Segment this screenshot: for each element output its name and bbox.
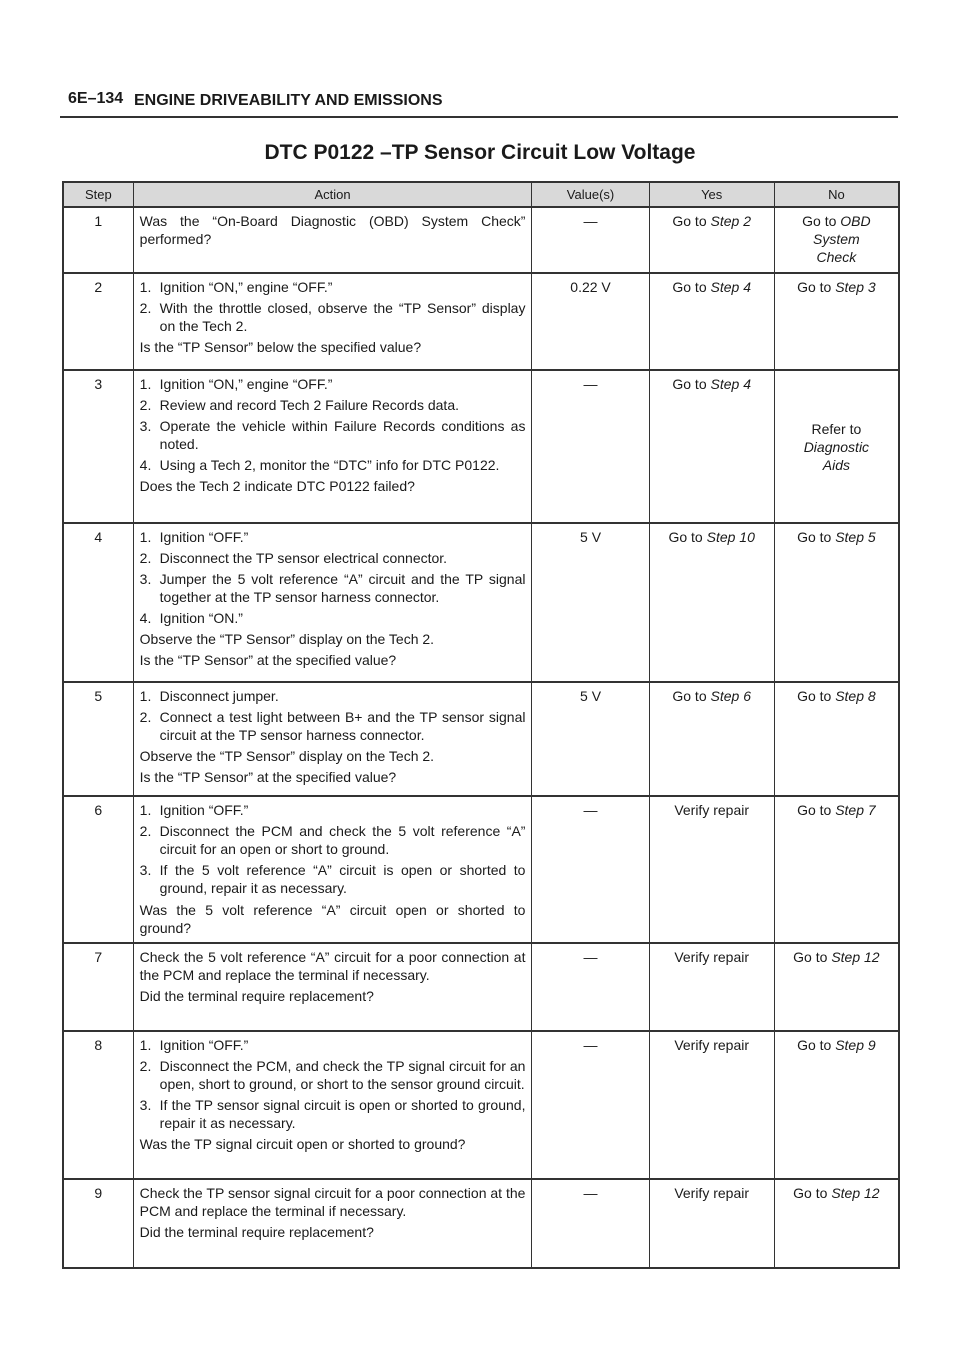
yes-prefix: Go to <box>672 213 711 229</box>
action-question: Is the “TP Sensor” below the specified value? <box>139 339 422 355</box>
action-item: 2. With the throttle closed, observe the “TP Sensor” display on the Tech 2. <box>139 300 526 334</box>
no-ref-system: System <box>813 231 860 247</box>
table-row <box>63 370 899 523</box>
action-item: 3. If the 5 volt reference “A” circuit is open or shorted to ground, repair it as necessary. <box>139 862 526 896</box>
table-row <box>63 1031 899 1179</box>
no-ref-aids: Aids <box>822 456 850 473</box>
action-question: Does the Tech 2 indicate DTC P0122 failed? <box>139 478 415 494</box>
step-number: 8 <box>63 1031 133 1179</box>
no-cell <box>774 207 899 273</box>
action-item: 1. Ignition “ON,” engine “OFF.” <box>139 279 333 295</box>
table-row <box>63 796 899 943</box>
no-prefix: Refer to <box>811 420 862 437</box>
value-cell: — <box>532 943 649 1031</box>
no-step-ref: Step 5 <box>835 529 876 545</box>
action-question: Did the terminal require replacement? <box>139 1224 374 1240</box>
section-title: ENGINE DRIVEABILITY AND EMISSIONS <box>134 92 443 109</box>
page-number: 6E–134 <box>68 90 124 107</box>
action-question: Is the “TP Sensor” at the specified value? <box>139 769 397 785</box>
no-step-ref: Step 7 <box>835 802 876 818</box>
step-number: 3 <box>63 370 133 523</box>
diagnostic-table <box>62 181 900 1269</box>
value-cell: — <box>532 1031 649 1179</box>
action-item: 2. Review and record Tech 2 Failure Records data. <box>139 397 459 413</box>
column-header-values: Value(s) <box>532 182 649 207</box>
yes-cell: Go to Step 4 <box>649 273 774 370</box>
no-prefix: Go to <box>802 213 841 229</box>
action-item: 1. Ignition “ON,” engine “OFF.” <box>139 376 333 392</box>
value-cell: — <box>532 796 649 943</box>
column-header-no: No <box>774 182 899 207</box>
no-step-ref: Step 3 <box>835 279 876 295</box>
value-cell: — <box>532 207 649 273</box>
no-step-ref: Step 12 <box>831 949 880 965</box>
value-cell: 5 V <box>532 682 649 796</box>
yes-step-ref: Step 4 <box>710 279 751 295</box>
action-item: 2. Disconnect the TP sensor electrical connector. <box>139 550 448 566</box>
table-row <box>63 1179 899 1268</box>
action-item: 2. Connect a test light between B+ and the TP sensor signal circuit at the TP sensor harness connector. <box>139 709 526 743</box>
table-row <box>63 943 899 1031</box>
no-cell <box>774 370 899 523</box>
no-cell: Go to Step 3 <box>774 273 899 370</box>
step-number: 7 <box>63 943 133 1031</box>
no-step-ref: Step 8 <box>835 688 876 704</box>
action-item: 1. Ignition “OFF.” <box>139 802 249 818</box>
header-rule <box>60 116 898 118</box>
value-cell: 0.22 V <box>532 273 649 370</box>
action-item: 1. Ignition “OFF.” <box>139 1037 249 1053</box>
action-item: 3. Jumper the 5 volt reference “A” circuit and the TP signal together at the TP sensor harness connector. <box>139 571 526 605</box>
no-ref-obd: OBD <box>840 213 871 229</box>
action-item: 2. Disconnect the PCM and check the 5 volt reference “A” circuit for an open or short to ground. <box>139 823 526 857</box>
step-number: 5 <box>63 682 133 796</box>
no-cell: Go to Step 12 <box>774 943 899 1031</box>
action-note: Observe the “TP Sensor” display on the Tech 2. <box>139 631 435 647</box>
table-row <box>63 273 899 370</box>
action-item: 1. Ignition “OFF.” <box>139 529 249 545</box>
action-cell <box>133 796 532 943</box>
action-question: Was the TP signal circuit open or shorted to ground? <box>139 1136 466 1152</box>
no-cell: Go to Step 8 <box>774 682 899 796</box>
yes-cell: Verify repair <box>649 1031 774 1179</box>
column-header-action: Action <box>133 182 532 207</box>
action-cell <box>133 1031 532 1179</box>
value-cell: — <box>532 370 649 523</box>
step-number: 6 <box>63 796 133 943</box>
step-number: 9 <box>63 1179 133 1268</box>
yes-step-ref: Step 4 <box>710 376 751 392</box>
column-header-step: Step <box>63 182 133 207</box>
action-item: 1. Disconnect jumper. <box>139 688 279 704</box>
action-item: 2. Disconnect the PCM, and check the TP signal circuit for an open, short to ground, or short to the sensor ground circuit. <box>139 1058 526 1092</box>
no-step-ref: Step 9 <box>835 1037 876 1053</box>
value-cell: — <box>532 1179 649 1268</box>
action-cell <box>133 273 532 370</box>
action-cell <box>133 943 532 1031</box>
action-text: Check the 5 volt reference “A” circuit for a poor connection at the PCM and replace the terminal if necessary. <box>139 949 526 983</box>
table-row <box>63 523 899 682</box>
yes-cell: Go to Step 4 <box>649 370 774 523</box>
value-cell: 5 V <box>532 523 649 682</box>
action-cell <box>133 207 532 273</box>
action-cell <box>133 682 532 796</box>
action-question: Is the “TP Sensor” at the specified value? <box>139 652 397 668</box>
yes-cell: Verify repair <box>649 943 774 1031</box>
action-item: 4. Using a Tech 2, monitor the “DTC” info for DTC P0122. <box>139 457 500 473</box>
no-cell: Go to Step 7 <box>774 796 899 943</box>
table-header-row <box>63 182 899 207</box>
action-item: 3. Operate the vehicle within Failure Records conditions as noted. <box>139 418 526 452</box>
no-ref-check: Check <box>816 249 857 265</box>
action-item: 3. If the TP sensor signal circuit is open or shorted to ground, repair it as necessary. <box>139 1097 526 1131</box>
yes-step-ref: Step 6 <box>710 688 751 704</box>
yes-cell: Verify repair <box>649 796 774 943</box>
no-ref-diagnostic: Diagnostic <box>803 438 870 455</box>
action-item: 4. Ignition “ON.” <box>139 610 243 626</box>
table-row <box>63 682 899 796</box>
table-row <box>63 207 899 273</box>
action-text: Check the TP sensor signal circuit for a poor connection at the PCM and replace the terminal if necessary. <box>139 1185 526 1219</box>
yes-cell: Go to Step 10 <box>649 523 774 682</box>
action-cell <box>133 1179 532 1268</box>
yes-cell: Verify repair <box>649 1179 774 1268</box>
action-question: Did the terminal require replacement? <box>139 988 374 1004</box>
action-cell <box>133 523 532 682</box>
yes-cell: Go to Step 6 <box>649 682 774 796</box>
action-note: Observe the “TP Sensor” display on the Tech 2. <box>139 748 435 764</box>
yes-step-ref: Step 2 <box>710 213 751 229</box>
yes-cell <box>649 207 774 273</box>
no-step-ref: Step 12 <box>831 1185 880 1201</box>
yes-step-ref: Step 10 <box>706 529 755 545</box>
step-number: 2 <box>63 273 133 370</box>
action-question: Was the 5 volt reference “A” circuit open or shorted to ground? <box>139 902 526 936</box>
action-text: Was the “On-Board Diagnostic (OBD) System Check” performed? <box>139 213 526 247</box>
no-cell: Go to Step 5 <box>774 523 899 682</box>
no-cell: Go to Step 9 <box>774 1031 899 1179</box>
no-cell: Go to Step 12 <box>774 1179 899 1268</box>
step-number: 1 <box>63 207 133 273</box>
step-number: 4 <box>63 523 133 682</box>
action-cell <box>133 370 532 523</box>
column-header-yes: Yes <box>649 182 774 207</box>
page-title: DTC P0122 –TP Sensor Circuit Low Voltage <box>264 141 696 164</box>
